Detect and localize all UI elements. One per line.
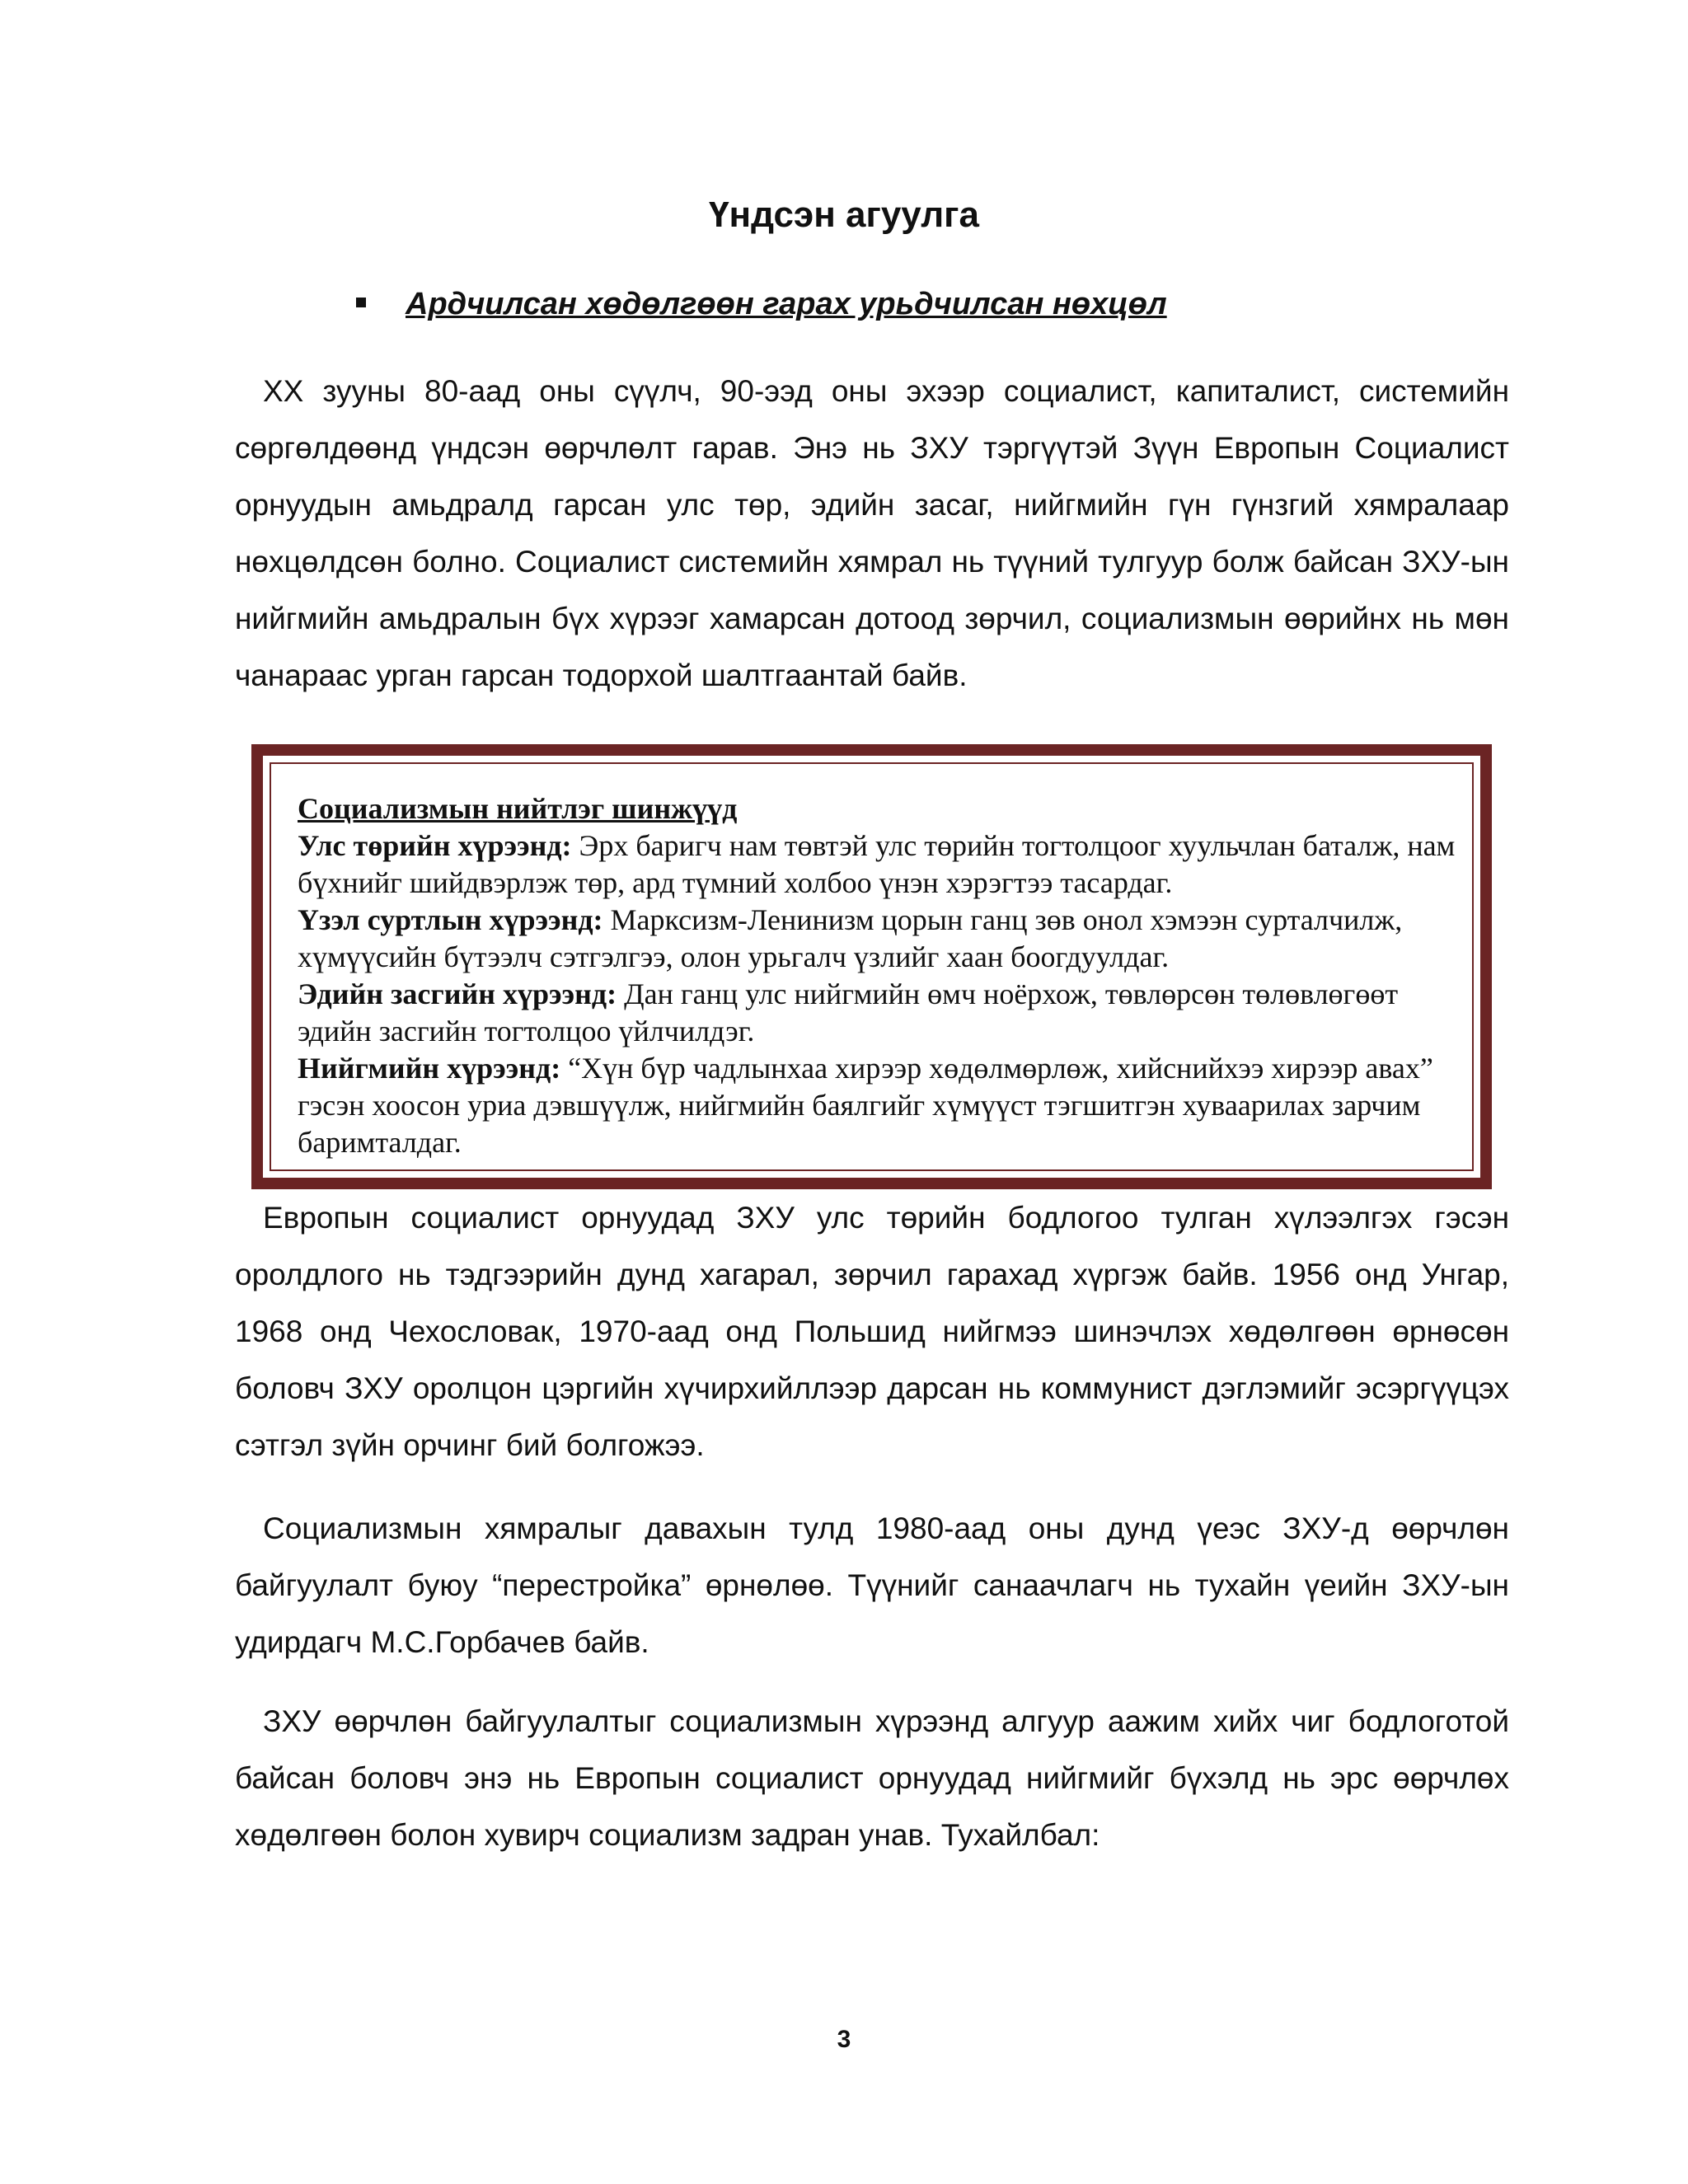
info-box-item	[298, 827, 1460, 902]
info-box-item-label: Эдийн засгийн хүрээнд:	[298, 977, 617, 1010]
info-box-item-text: Марксизм-Ленинизм цорын ганц зөв онол хэмээн сурталчилж, хүмүүсийн бүтээлч сэтгэлгээ, олон урьгалч үзлийг хаан боогдуулдаг.	[298, 903, 1403, 973]
info-box-item	[298, 1050, 1460, 1161]
info-box-item	[298, 976, 1460, 1050]
paragraph-1: XX зууны 80-аад оны сүүлч, 90-ээд оны эхээр социалист, капиталист, системийн сөргөлдөөнд үндсэн өөрчлөлт гарав. Энэ нь ЗХУ тэргүүтэй Зүүн Европын Социалист орнуудын амьдралд гарсан улс төр, эдийн засаг, нийгмийн гүн гүнзгий хямралаар нөхцөлдсөн болно. Социалист системийн хямрал нь түүний тулгуур болж байсан ЗХУ-ын нийгмийн амьдралын бүх хүрээг хамарсан дотоод зөрчил, социализмын өөрийнх нь мөн чанараас урган гарсан тодорхой шалтгаантай байв.	[235, 374, 1509, 692]
info-box	[251, 744, 1492, 1189]
info-box-item-label: Улс төрийн хүрээнд:	[298, 829, 572, 862]
info-box-item	[298, 902, 1460, 976]
info-box-item-text: Дан ганц улс нийгмийн өмч ноёрхож, төвлөрсөн төлөвлөгөөт эдийн засгийн тогтолцоо үйлчилдэг.	[298, 977, 1399, 1047]
info-box-title: Социализмын нийтлэг шинжүүд	[298, 792, 738, 825]
paragraph-4: ЗХУ өөрчлөн байгуулалтыг социализмын хүрээнд алгуур аажим хийх чиг бодлоготой байсан боловч энэ нь Европын социалист орнуудад нийгмийг бүхэлд нь эрс өөрчлөх хөдөлгөөн болон хувирч социализм задран унав. Тухайлбал:	[235, 1704, 1509, 1852]
square-bullet-icon	[356, 298, 366, 307]
info-box-item-text: Эрх баригч нам төвтэй улс төрийн тогтолцоог хуульчлан баталж, нам бүхнийг шийдвэрлэж төр, ард түмний холбоо үнэн хэрэгтээ тасардаг.	[298, 829, 1456, 899]
subheading-text: Ардчилсан хөдөлгөөн гарах урьдчилсан нөхцөл	[406, 287, 1167, 321]
info-box-item-label: Үзэл суртлын хүрээнд:	[298, 903, 603, 936]
paragraph-3: Социализмын хямралыг давахын тулд 1980-аад оны дунд үеэс ЗХУ-д өөрчлөн байгуулалт буюу “перестройка” өрнөлөө. Түүнийг санаачлагч нь тухайн үеийн ЗХУ-ын удирдагч М.С.Горбачев байв.	[235, 1511, 1509, 1659]
info-box-content	[298, 790, 1460, 1161]
page-number: 3	[837, 2026, 851, 2053]
info-box-item-text: “Хүн бүр чадлынхаа хирээр хөдөлмөрлөж, хийснийхээ хирээр авах” гэсэн хоосон уриа дэвшүүлж, нийгмийн баялгийг хүмүүст тэгшитгэн хуваарилах зарчим баримталдаг.	[298, 1052, 1433, 1159]
page-title: Үндсэн агуулга	[709, 194, 979, 235]
info-box-item-label: Нийгмийн хүрээнд:	[298, 1052, 561, 1085]
paragraph-2: Европын социалист орнуудад ЗХУ улс төрийн бодлогоо тулган хүлээлгэх гэсэн оролдлого нь тэдгээрийн дунд хагарал, зөрчил гарахад хүргэж байв. 1956 онд Унгар, 1968 онд Чехословак, 1970-аад онд Польшид нийгмээ шинэчлэх хөдөлгөөн өрнөсөн боловч ЗХУ оролцон цэргийн хүчирхийллээр дарсан нь коммунист дэглэмийг эсэргүүцэх сэтгэл зүйн орчинг бий болгожээ.	[235, 1201, 1509, 1462]
section-subheading	[356, 287, 1510, 322]
